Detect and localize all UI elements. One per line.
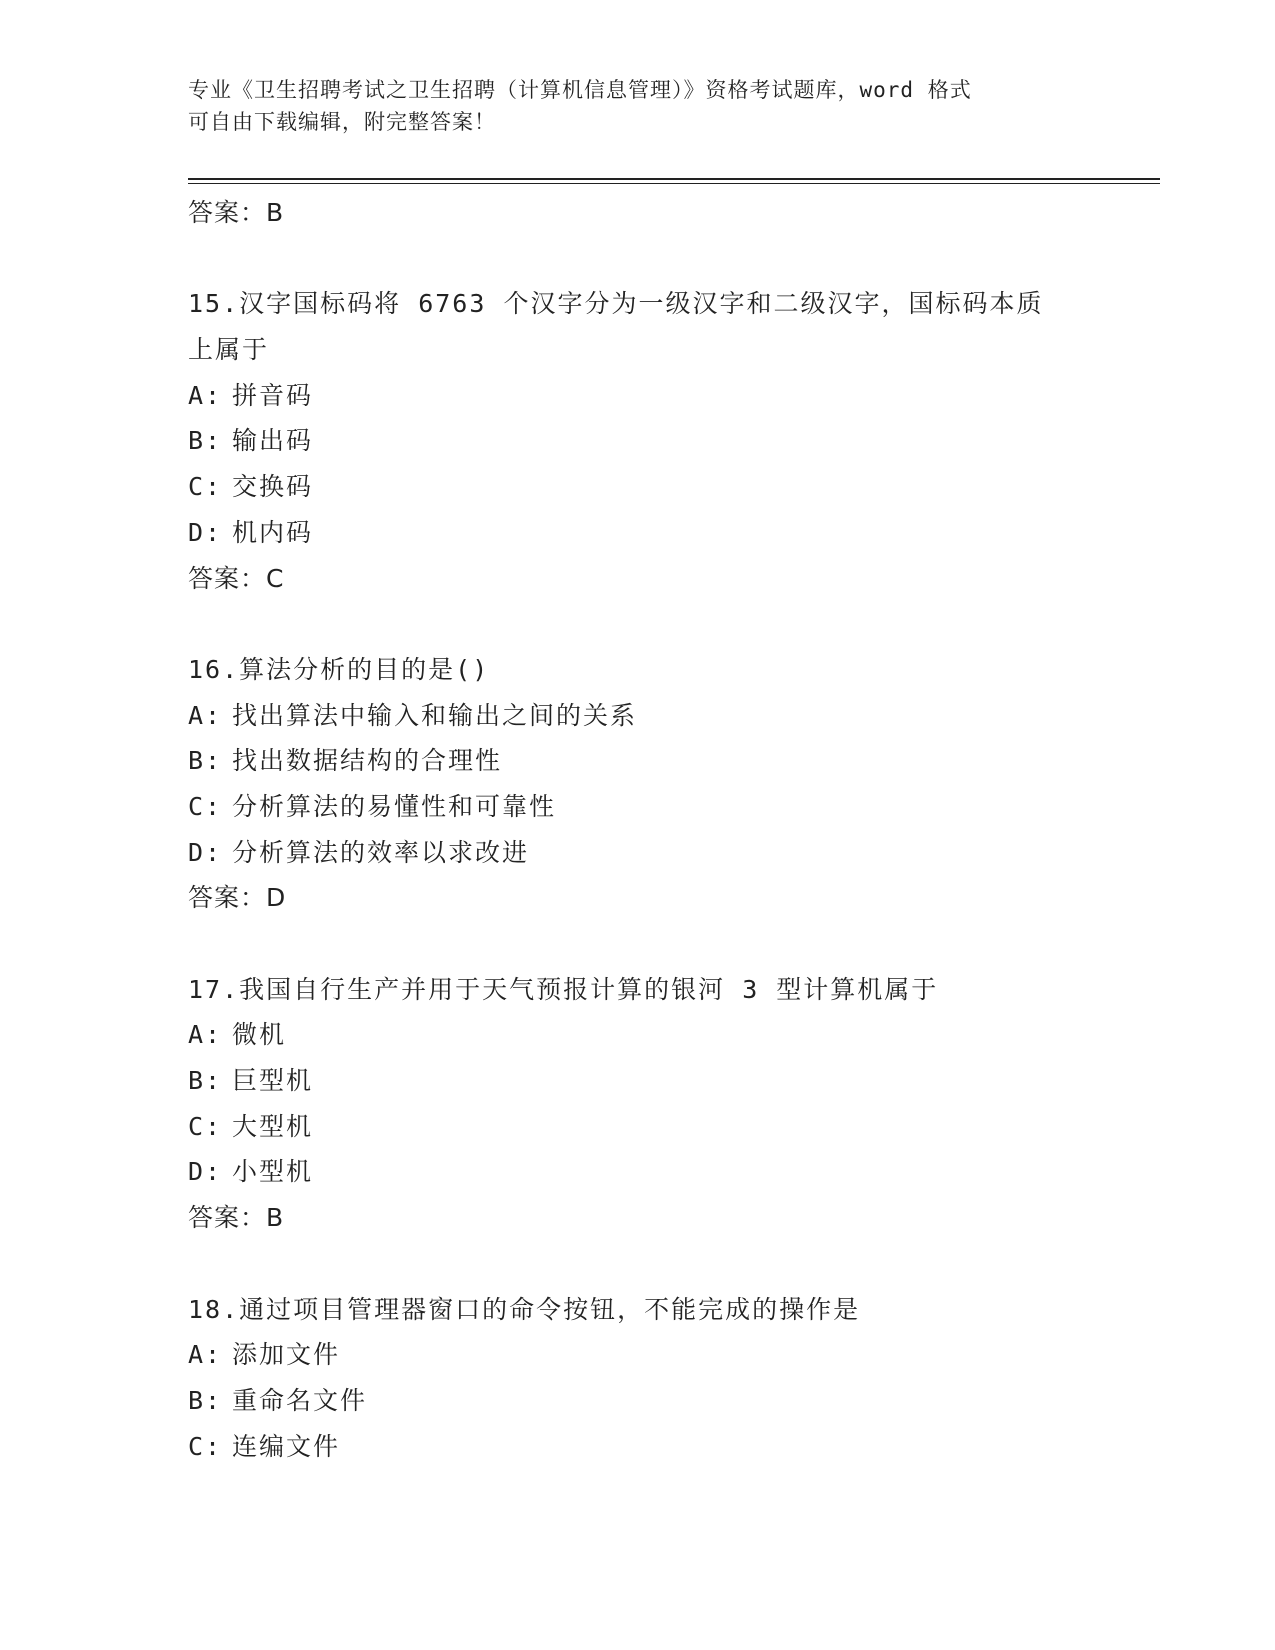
option-key: B:: [188, 746, 223, 776]
option-key: D:: [188, 517, 223, 547]
question-block: [188, 281, 1088, 601]
option-d: [188, 1149, 1088, 1195]
spacer: [188, 601, 1088, 647]
option-c: [188, 1104, 1088, 1150]
option-key: A:: [188, 700, 223, 730]
question-stem: 15.汉字国标码将 6763 个汉字分为一级汉字和二级汉字，国标码本质: [188, 289, 1044, 319]
option-d: [188, 510, 1088, 556]
question-block: [188, 1287, 1088, 1470]
question-stem: 17.我国自行生产并用于天气预报计算的银河 3 型计算机属于: [188, 974, 939, 1004]
answer-line: 答案：B: [188, 198, 285, 227]
answer-line: 答案：B: [188, 1203, 285, 1233]
option-key: B:: [188, 426, 223, 456]
option-b: [188, 1378, 1088, 1424]
option-a: [188, 693, 1088, 739]
spacer: [188, 921, 1088, 967]
option-a: [188, 373, 1088, 419]
option-key: C:: [188, 1431, 223, 1461]
option-text: 连编文件: [232, 1431, 341, 1461]
question-block: [188, 647, 1088, 921]
answer-line: 答案：C: [188, 563, 285, 593]
option-key: A:: [188, 1020, 223, 1050]
option-a: [188, 1012, 1088, 1058]
option-text: 微机: [232, 1020, 287, 1050]
option-b: [188, 1058, 1088, 1104]
option-c: [188, 784, 1088, 830]
header-line-2: 可自由下载编辑，附完整答案！: [188, 110, 496, 134]
option-text: 添加文件: [232, 1340, 341, 1370]
question-stem: 16.算法分析的目的是(): [188, 654, 490, 684]
question-stem: 18.通过项目管理器窗口的命令按钮，不能完成的操作是: [188, 1294, 861, 1324]
question-list: [188, 190, 1088, 1469]
option-c: [188, 1424, 1088, 1470]
spacer: [188, 1241, 1088, 1287]
option-text: 分析算法的效率以求改进: [232, 837, 530, 867]
option-text: 巨型机: [232, 1066, 314, 1096]
option-key: A:: [188, 1340, 223, 1370]
header-line-1: 专业《卫生招聘考试之卫生招聘（计算机信息管理）》资格考试题库，word 格式: [188, 78, 972, 102]
question-block: [188, 967, 1088, 1241]
option-text: 找出数据结构的合理性: [232, 746, 503, 776]
option-text: 找出算法中输入和输出之间的关系: [232, 700, 638, 730]
option-text: 拼音码: [232, 380, 314, 410]
answer-line: 答案：D: [188, 883, 287, 913]
option-text: 交换码: [232, 472, 314, 502]
document-header: [188, 74, 1088, 138]
option-text: 重命名文件: [232, 1385, 368, 1415]
spacer: [188, 236, 1088, 282]
option-text: 大型机: [232, 1111, 314, 1141]
option-text: 输出码: [232, 426, 314, 456]
option-key: C:: [188, 1111, 223, 1141]
option-key: B:: [188, 1066, 223, 1096]
option-d: [188, 830, 1088, 876]
question-stem: 上属于: [188, 335, 270, 365]
option-key: B:: [188, 1385, 223, 1415]
option-c: [188, 464, 1088, 510]
option-b: [188, 738, 1088, 784]
option-text: 分析算法的易懂性和可靠性: [232, 791, 557, 821]
header-divider: [188, 178, 1160, 184]
option-text: 小型机: [232, 1157, 314, 1187]
option-a: [188, 1332, 1088, 1378]
option-key: D:: [188, 1157, 223, 1187]
option-text: 机内码: [232, 517, 314, 547]
option-key: C:: [188, 472, 223, 502]
option-key: A:: [188, 380, 223, 410]
option-key: D:: [188, 837, 223, 867]
option-b: [188, 418, 1088, 464]
option-key: C:: [188, 791, 223, 821]
